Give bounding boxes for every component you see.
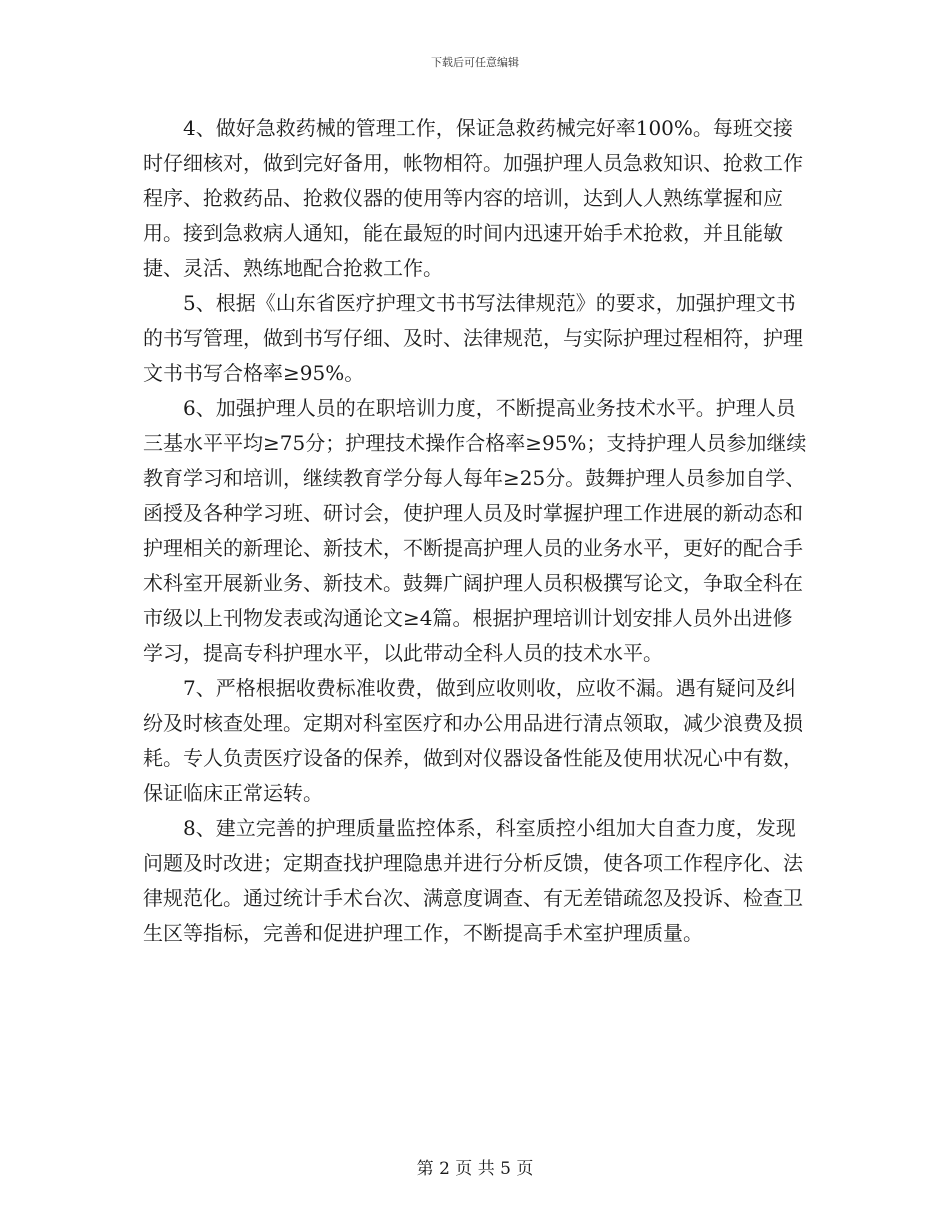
paragraph-item-5: 5、根据《山东省医疗护理文书书写法律规范》的要求，加强护理文书的书写管理，做到书写仔细、及时、法律规范，与实际护理过程相符，护理文书书写合格率≥95%。: [143, 291, 803, 385]
paragraph-item-7: 7、严格根据收费标准收费，做到应收则收，应收不漏。遇有疑问及纠纷及时核查处理。定期对科室医疗和办公用品进行清点领取，减少浪费及损耗。专人负责医疗设备的保养，做到对仪器设备性能及使用状况心中有数，保证临床正常运转。: [143, 676, 803, 805]
paragraph-item-6: 6、加强护理人员的在职培训力度，不断提高业务技术水平。护理人员三基水平平均≥75分；护理技术操作合格率≥95%；支持护理人员参加继续教育学习和培训，继续教育学分每人每年≥25分。鼓舞护理人员参加自学、函授及各种学习班、研讨会，使护理人员及时掌握护理工作进展的新动态和护理相关的新理论、新技术，不断提高护理人员的业务水平，更好的配合手术科室开展新业务、新技术。鼓舞广阔护理人员积极撰写论文，争取全科在市级以上刊物发表或沟通论文≥4篇。根据护理培训计划安排人员外出进修学习，提高专科护理水平，以此带动全科人员的技术水平。: [143, 396, 807, 665]
paragraph-item-8: 8、建立完善的护理质量监控体系，科室质控小组加大自查力度，发现问题及时改进；定期查找护理隐患并进行分析反馈，使各项工作程序化、法律规范化。通过统计手术台次、满意度调查、有无差错疏忽及投诉、检查卫生区等指标，完善和促进护理工作，不断提高手术室护理质量。: [143, 816, 803, 945]
document-body: [143, 111, 808, 951]
page-number-footer: 第 2 页 共 5 页: [416, 1159, 534, 1179]
paragraph-item-4: 4、做好急救药械的管理工作，保证急救药械完好率100%。每班交接时仔细核对，做到完好备用，帐物相符。加强护理人员急救知识、抢救工作程序、抢救药品、抢救仪器的使用等内容的培训，达到人人熟练掌握和应用。接到急救病人通知，能在最短的时间内迅速开始手术抢救，并且能敏捷、灵活、熟练地配合抢救工作。: [143, 116, 803, 280]
page-header: 下载后可任意编辑: [431, 56, 519, 69]
